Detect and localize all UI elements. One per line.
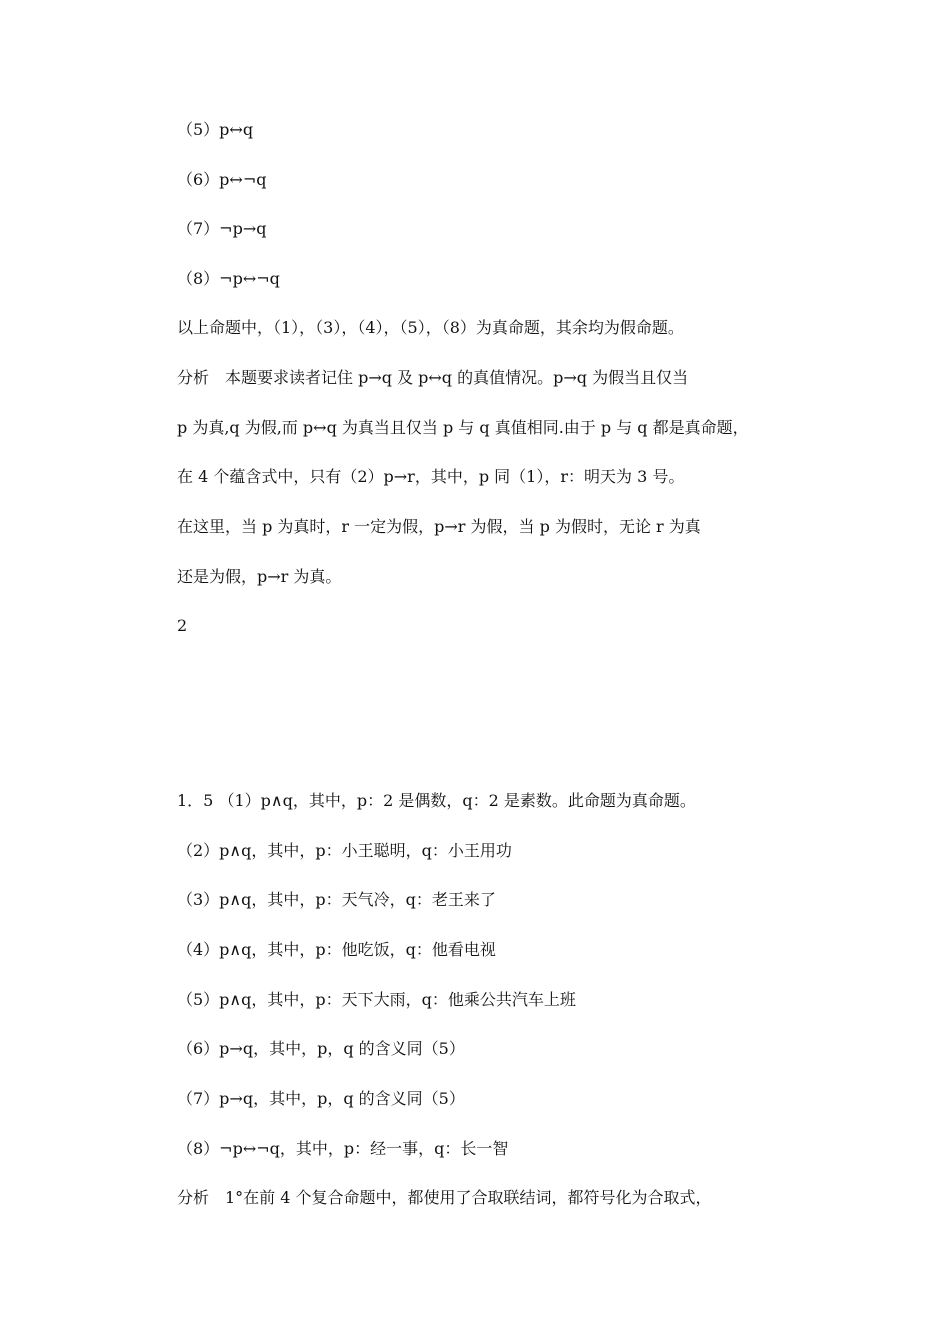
exercise-1-5-item-5: （5）p∧q，其中，p：天下大雨，q：他乘公共汽车上班: [177, 990, 576, 1009]
exercise-1-5-item-3: （3）p∧q，其中，p：天气冷，q：老王来了: [177, 890, 496, 909]
analysis-bottom-line-1: 分析 1°在前 4 个复合命题中，都使用了合取联结词，都符号化为合取式，: [177, 1188, 712, 1207]
exercise-1-5-item-7: （7）p→q，其中，p，q 的含义同（5）: [177, 1089, 465, 1108]
item-7: （7）¬p→q: [177, 219, 267, 238]
item-5: （5）p↔q: [177, 120, 254, 139]
analysis-line-3: 在 4 个蕴含式中，只有（2）p→r，其中，p 同（1），r：明天为 3 号。: [177, 467, 685, 486]
exercise-1-5-item-6: （6）p→q，其中，p，q 的含义同（5）: [177, 1039, 465, 1058]
exercise-1-5-item-4: （4）p∧q，其中，p：他吃饭，q：他看电视: [177, 940, 496, 959]
page-number: 2: [177, 616, 188, 635]
analysis-line-1: 分析 本题要求读者记住 p→q 及 p↔q 的真值情况。p→q 为假当且仅当: [177, 368, 689, 387]
exercise-1-5-item-8: （8）¬p↔¬q，其中，p：经一事，q：长一智: [177, 1139, 509, 1158]
item-6: （6）p↔¬q: [177, 170, 267, 189]
exercise-1-5-item-2: （2）p∧q，其中，p：小王聪明，q：小王用功: [177, 841, 512, 860]
item-8: （8）¬p↔¬q: [177, 269, 280, 288]
conclusion-text: 以上命题中，（1），（3），（4），（5），（8）为真命题，其余均为假命题。: [177, 318, 684, 337]
exercise-1-5-item-1: 1．5 （1）p∧q，其中，p：2 是偶数，q：2 是素数。此命题为真命题。: [177, 791, 696, 810]
analysis-line-5: 还是为假，p→r 为真。: [177, 567, 342, 586]
analysis-line-4: 在这里，当 p 为真时，r 一定为假，p→r 为假，当 p 为假时，无论 r 为真: [177, 517, 701, 536]
analysis-line-2: p 为真,q 为假,而 p↔q 为真当且仅当 p 与 q 真值相同.由于 p 与 q 都是真命题，: [177, 418, 749, 437]
